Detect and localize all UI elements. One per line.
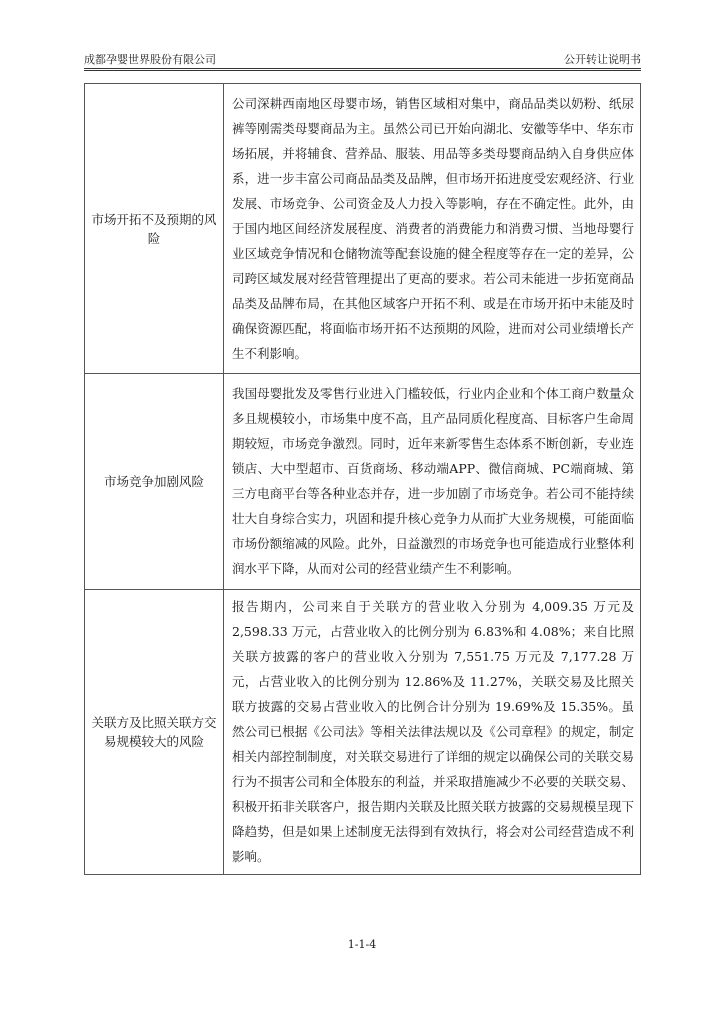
risk-title-market-expansion: 市场开拓不及预期的风险: [85, 84, 224, 374]
risk-description-market-expansion: 公司深耕西南地区母婴市场，销售区域相对集中，商品品类以奶粉、纸尿裤等刚需类母婴商品为主。虽然公司已开始向湖北、安徽等华中、华东市场拓展，并将辅食、营养品、服装、用品等多类母婴商品纳入自身供应体系，进一步丰富公司商品品类及品牌，但市场开拓进度受宏观经济、行业发展、市场竞争、公司资金及人力投入等影响，存在不确定性。此外，由于国内地区间经济发展程度、消费者的消费能力和消费习惯、当地母婴行业区域竞争情况和仓储物流等配套设施的健全程度等存在一定的差异，公司跨区域发展对经营管理提出了更高的要求。若公司未能进一步拓宽商品品类及品牌布局，在其他区域客户开拓不利、或是在市场开拓中未能及时确保资源匹配，将面临市场开拓不达预期的风险，进而对公司业绩增长产生不利影响。: [224, 84, 641, 374]
table-row: [85, 590, 641, 875]
header-rule-secondary: [84, 70, 641, 71]
header-document-title: 公开转让说明书: [564, 53, 641, 66]
table-row: [85, 84, 641, 374]
risk-title-related-party: 关联方及比照关联方交易规模较大的风险: [85, 590, 224, 875]
risk-description-related-party: 报告期内，公司来自于关联方的营业收入分别为 4,009.35 万元及 2,598.33 万元，占营业收入的比例分别为 6.83%和 4.08%；来自比照关联方披露的客户的营业收入分别为 7,551.75 万元及 7,177.28 万元，占营业收入的比例分别为 12.86%及 11.27%，关联交易及比照关联方披露的交易占营业收入的比例合计分别为 19.69%及 15.35%。虽然公司已根据《公司法》等相关法律法规以及《公司章程》的规定，制定相关内部控制制度，对关联交易进行了详细的规定以确保公司的关联交易行为不损害公司和全体股东的利益，并采取措施减少不必要的关联交易、积极开拓非关联客户，报告期内关联及比照关联方披露的交易规模呈现下降趋势，但是如果上述制度无法得到有效执行，将会对公司经营造成不利影响。: [224, 590, 641, 875]
risk-title-competition: 市场竞争加剧风险: [85, 374, 224, 590]
page-header: [84, 52, 641, 68]
risk-table: [84, 83, 641, 875]
risk-description-competition: 我国母婴批发及零售行业进入门槛较低，行业内企业和个体工商户数量众多且规模较小，市场集中度不高，且产品同质化程度高、目标客户生命周期较短，市场竞争激烈。同时，近年来新零售生态体系不断创新，专业连锁店、大中型超市、百货商场、移动端APP、微信商城、PC端商城、第三方电商平台等各种业态并存，进一步加剧了市场竞争。若公司不能持续壮大自身综合实力，巩固和提升核心竞争力从而扩大业务规模，可能面临市场份额缩减的风险。此外，日益激烈的市场竞争也可能造成行业整体利润水平下降，从而对公司的经营业绩产生不利影响。: [224, 374, 641, 590]
table-row: [85, 374, 641, 590]
header-rule: [84, 68, 641, 69]
page-number: 1-1-4: [347, 938, 377, 951]
header-company-name: 成都孕婴世界股份有限公司: [84, 53, 216, 66]
